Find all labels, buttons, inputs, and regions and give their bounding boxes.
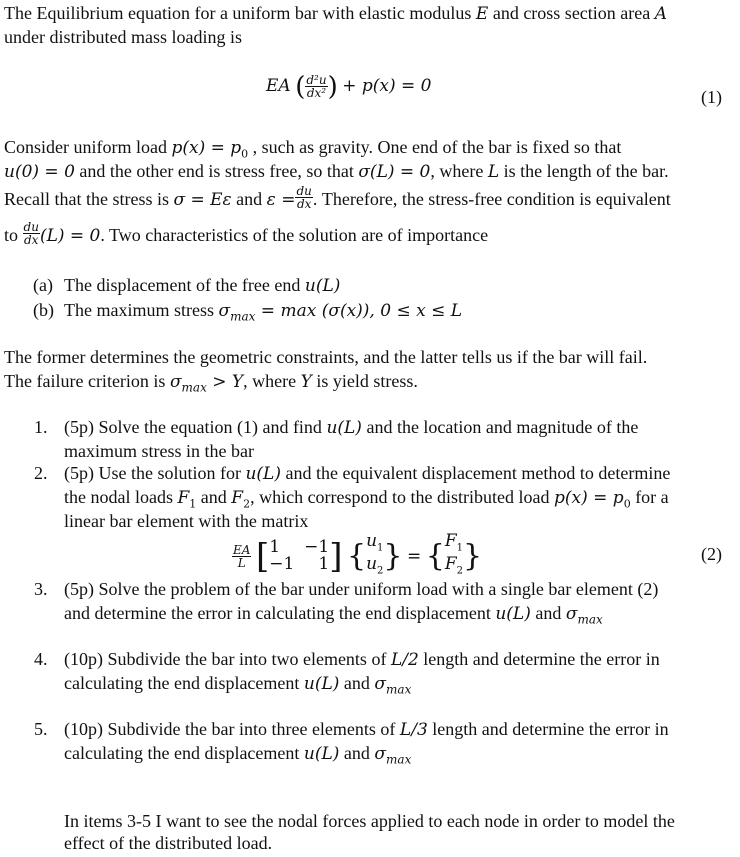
char-a-text: The displacement of the free end u(L) — [64, 275, 341, 296]
para1-line-4: to $\frac{du}{dx}$ (L) = 0. Two characteristics of the solution are of importance — [4, 220, 489, 248]
du-dx-fraction: $\frac{du}{dx}$ — [296, 184, 312, 212]
item-1-line-2: maximum stress in the bar — [64, 441, 254, 461]
stiffness-matrix: 1 −1 −1 1 — [269, 537, 330, 575]
equation-2-number: (2) — [701, 544, 722, 564]
item-1-line-1: (5p) Solve the equation (1) and find u(L) and the location and magnitude of the — [64, 417, 639, 438]
item-4-number: 4. — [34, 649, 48, 669]
force-vector: $F_1$ $F_2$ — [444, 531, 463, 577]
char-b-text: The maximum stress $\sigma_{max} = \max (\sigma(x))$, 0 ≤ x ≤ L — [64, 300, 463, 324]
item-5-line-1: (10p) Subdivide the bar into three elements of L/3 length and determine the error in — [64, 719, 669, 740]
para2-line-2: The failure criterion is $\sigma_{max} > Y$, where Y is yield stress. — [4, 371, 418, 395]
du-dx-fraction-2: $\frac{du}{dx}$ — [23, 220, 39, 248]
item-1-number: 1. — [34, 417, 48, 437]
item-3-line-2: and determine the error in calculating the end displacement u(L) and $\sigma_{max}$ — [64, 603, 603, 627]
footer-line-2: effect of the distributed load. — [64, 833, 273, 853]
equation-1-number: (1) — [701, 87, 722, 107]
displacement-vector: $u_1$ $u_2$ — [366, 531, 384, 577]
item-2-line-1: (5p) Use the solution for u(L) and the equivalent displacement method to determine — [64, 463, 671, 484]
para1-line-2: u(0) = 0 and the other end is stress free, so that σ(L) = 0, where L is the length of the bar. — [4, 161, 669, 182]
item-3-line-1: (5p) Solve the problem of the bar under uniform load with a single bar element (2) — [64, 579, 659, 599]
para2-line-1: The former determines the geometric constraints, and the latter tells us if the bar will fail. — [4, 347, 648, 367]
d2u-dx2-fraction: $\frac{\text{d²u}}{\text{dx²}}$ — [306, 73, 327, 101]
item-4-line-2: calculating the end displacement u(L) and $\sigma_{max}$ — [64, 673, 412, 697]
char-a-label: (a) — [33, 275, 53, 295]
item-2-number: 2. — [34, 463, 48, 483]
para1-line-1: Consider uniform load $p(x) = p_0$ , such as gravity. One end of the bar is fixed so that — [4, 137, 622, 161]
intro-line-2: under distributed mass loading is — [4, 27, 242, 47]
item-2-line-3: linear bar element with the matrix — [64, 511, 309, 531]
para1-line-3: Recall that the stress is σ = Eε and ε = $\frac{du}{dx}$ . Therefore, the stress-free condition is equivalent — [4, 184, 671, 212]
footer-line-1: In items 3-5 I want to see the nodal forces applied to each node in order to model the — [64, 811, 675, 831]
item-3-number: 3. — [34, 579, 48, 599]
equation-1: EA ( $\frac{\text{d²u}}{\text{dx²}}$ ) + p(x) = 0 — [266, 71, 432, 102]
item-5-line-2: calculating the end displacement u(L) and $\sigma_{max}$ — [64, 743, 412, 767]
ea-over-l-fraction: $\frac{EA}{L}$ — [233, 542, 251, 570]
item-5-number: 5. — [34, 719, 48, 739]
item-2-line-2: the nodal loads $F_1$ and $F_2$, which correspond to the distributed load $p(x) = p_0$ for a — [64, 487, 669, 511]
item-4-line-1: (10p) Subdivide the bar into two elements of L/2 length and determine the error in — [64, 649, 660, 670]
char-b-label: (b) — [33, 300, 54, 320]
equation-2: $\frac{EA}{L}$ [ 1 −1 −1 1 ] { $u_1$ $u_2$ } = { $F_1$ $F_2$ } — [232, 533, 482, 577]
intro-line-1: The Equilibrium equation for a uniform bar with elastic modulus E and cross section area A — [4, 3, 668, 24]
